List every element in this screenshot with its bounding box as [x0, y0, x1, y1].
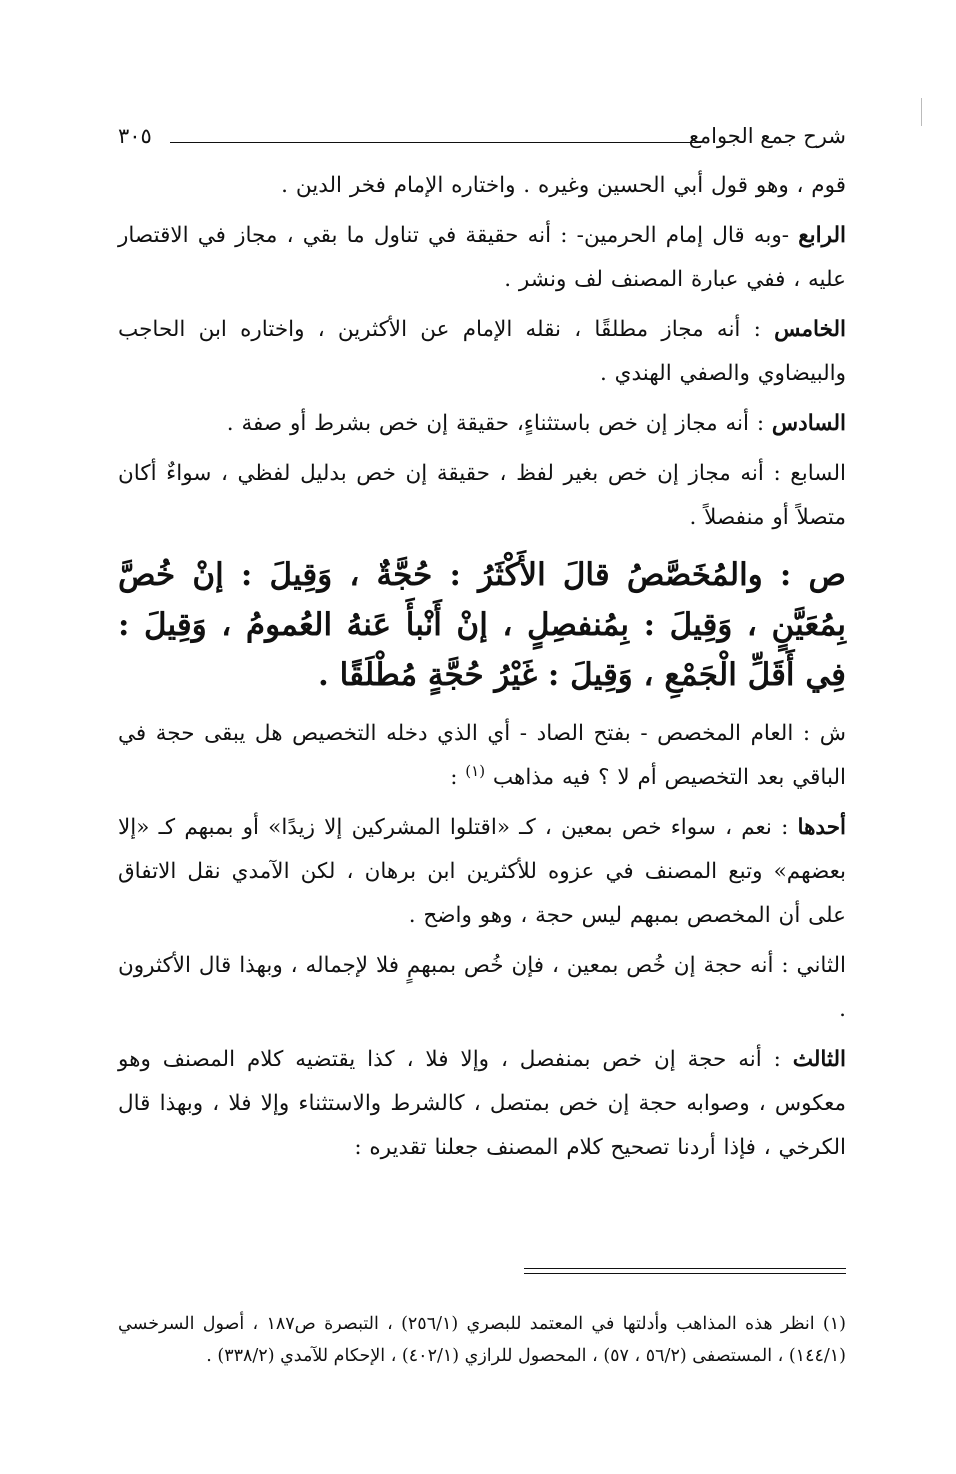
paragraph-first-view-text: : نعم ، سواء خص بمعين ، كـ «اقتلوا المشركين إلا زيدًا» أو بمبهم كـ «إلا بعضهم» وتبع المصنف في عزوه للأكثرين ابن برهان ، لكن الآمدي نقل الاتفاق على أن المخصص بمبهم ليس حجة ، وهو واضح .	[118, 815, 846, 928]
paragraph-sixth-text: : أنه مجاز إن خص باستثناءٍ، حقيقة إن خص بشرط أو صفة .	[226, 411, 772, 436]
paragraph-fifth-label: الخامس	[774, 317, 846, 342]
paragraph-second-view-text: الثاني : أنه حجة إن خُص بمعين ، فإن خُص بمبهمٍ فلا لإجماله ، وبهذا قال الأكثرون .	[118, 953, 846, 1022]
matn-text	[118, 550, 846, 700]
paragraph-commentary	[118, 712, 846, 800]
margin-mark	[921, 98, 922, 126]
paragraph-seventh-text: السابع : أنه مجاز إن خص بغير لفظ ، حقيقة إن خص بدليل لفظي ، سواءٌ أكان متصلاً أو منفصلاً .	[118, 461, 846, 530]
paragraph-third-view-text: : أنه حجة إن خص بمنفصل ، وإلا فلا ، كذا يقتضيه كلام المصنف وهو معكوس ، وصوابه حجة إن خص بمتصل ، كالشرط والاستثناء وإلا فلا ، وبهذا قال الكرخي ، فإذا أردنا تصحيح كلام المصنف جعلنا تقديره :	[118, 1047, 846, 1160]
paragraph-fourth	[118, 214, 846, 302]
paragraph-first-view	[118, 806, 846, 938]
running-head-rule	[170, 142, 698, 143]
footnote	[118, 1308, 846, 1372]
footnote-rule-top	[524, 1268, 846, 1269]
matn-body: والمُخَصَّصُ قالَ الأَكْثَرُ : حُجَّةٌ ، وَقِيلَ : إنْ خُصَّ بِمُعَيَّنٍ ، وَقِيلَ : بِمُنفصِلٍ ، إنْ أَنْبأَ عَنهُ العُمومُ ، وَقِيلَ : فِي أَقَلِّ الْجَمْعِ ، وَقِيلَ : غَيْرُ حُجَّةٍ مُطْلَقًا .	[118, 557, 846, 693]
footnote-text: (١) انظر هذه المذاهب وأدلتها في المعتمد للبصري (٢٥٦/١) ، التبصرة ص١٨٧ ، أصول السرخسي (١٤٤/١) ، المستصفى (٥٦/٢ ، ٥٧) ، المحصول للرازي (٤٠٢/١) ، الإحكام للآمدي (٣٣٨/٢) .	[118, 1313, 846, 1366]
paragraph-sixth	[118, 402, 846, 446]
paragraph-commentary-end: :	[450, 765, 466, 790]
paragraph-fourth-label: الرابع	[798, 223, 846, 248]
paragraph-commentary-text: ش : العام المخصص - بفتح الصاد - أي الذي دخله التخصيص هل يبقى حجة في الباقي بعد التخصيص أم لا ؟ فيه مذاهب	[118, 721, 846, 790]
paragraph-first-view-label: أحدها	[797, 815, 846, 840]
paragraph-third-view-label: الثالث	[792, 1047, 846, 1072]
paragraph-seventh	[118, 452, 846, 540]
paragraph-fourth-text: -وبه قال إمام الحرمين- : أنه حقيقة في تناول ما بقي ، مجاز في الاقتصار عليه ، ففي عبارة المصنف لف ونشر .	[118, 223, 846, 292]
running-head-title: شرح جمع الجوامع	[688, 124, 846, 148]
running-head	[118, 120, 846, 164]
footnote-rule-bottom	[524, 1273, 846, 1274]
paragraph-1-text: قوم ، وهو قول أبي الحسين وغيره . واختاره الإمام فخر الدين .	[281, 173, 846, 198]
footnote-reference: (١)	[465, 761, 486, 780]
matn-label: ص :	[779, 557, 847, 593]
paragraph-third-view	[118, 1038, 846, 1170]
paragraph-fifth	[118, 308, 846, 396]
paragraph-sixth-label: السادس	[771, 411, 846, 436]
paragraph-fifth-text: : أنه مجاز مطلقًا ، نقله الإمام عن الأكثرين ، واختاره ابن الحاجب والبيضاوي والصفي الهندي .	[118, 317, 846, 386]
paragraph-second-view	[118, 944, 846, 1032]
paragraph-1	[118, 164, 846, 208]
page	[118, 120, 847, 1366]
page-number: ٣٠٥	[118, 124, 152, 148]
